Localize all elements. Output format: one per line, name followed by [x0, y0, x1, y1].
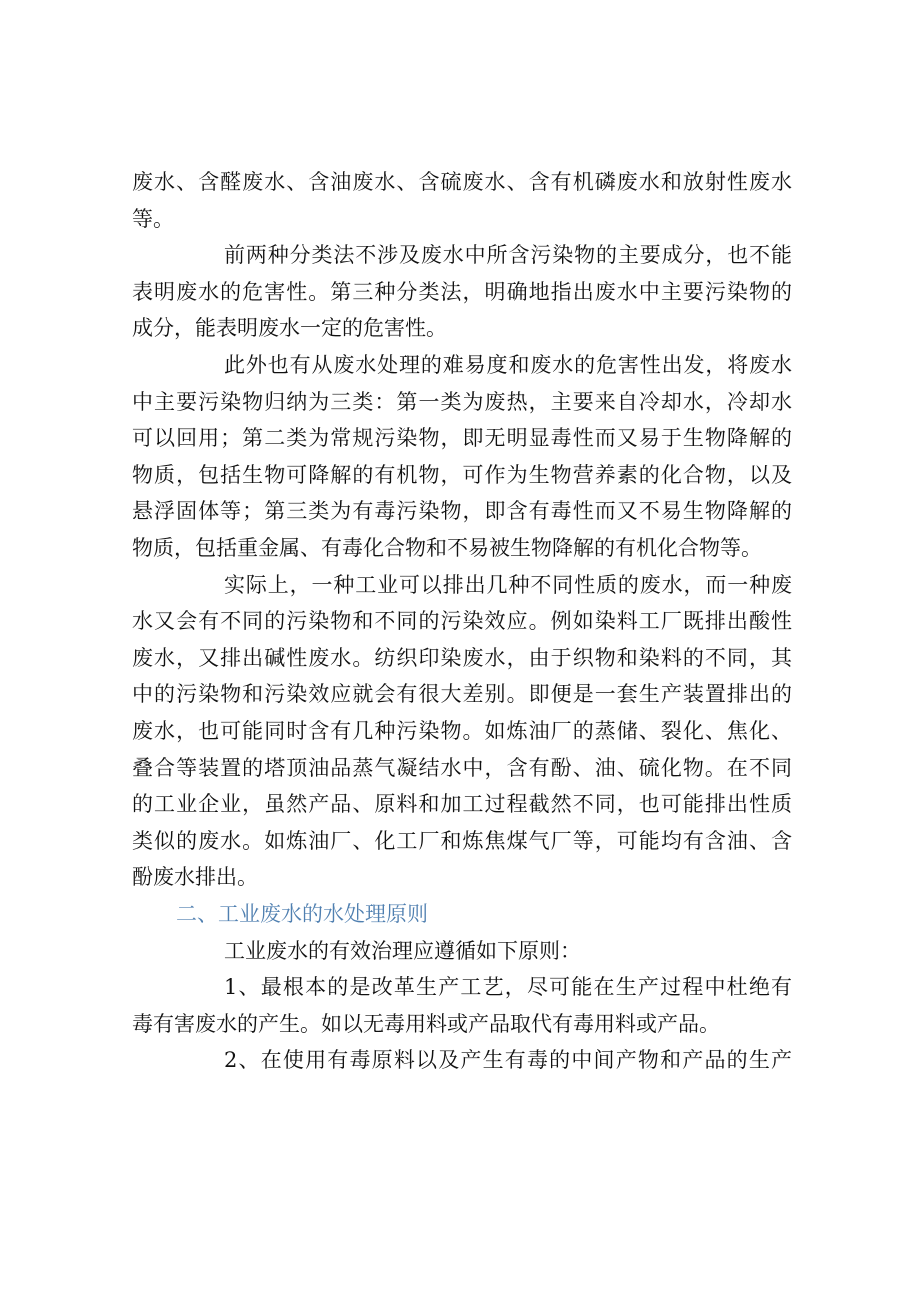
text-line: 毒有害废水的产生。如以无毒用料或产品取代有毒用料或产品。	[132, 1011, 720, 1036]
text-line: 此外也有从废水处理的难易度和废水的危害性出发，将废水	[224, 353, 792, 377]
text-line: 的工业企业，虽然产品、原料和加工过程截然不同，也可能排出性质	[132, 792, 792, 817]
text-line: 水又会有不同的污染物和不同的污染效应。例如染料工厂既排出酸性	[132, 609, 792, 634]
text-line: 废水、含醛废水、含油废水、含硫废水、含有机磷废水和放射性废水	[132, 170, 792, 194]
text-line: 1、最根本的是改革生产工艺，尽可能在生产过程中杜绝有	[224, 975, 792, 1000]
text-line: 工业废水的有效治理应遵循如下原则：	[224, 938, 581, 963]
text-line: 叠合等装置的塔顶油品蒸气凝结水中，含有酚、油、硫化物。在不同	[132, 755, 792, 780]
text-line: 成分，能表明废水一定的危害性。	[132, 316, 447, 341]
text-line: 物质，包括生物可降解的有机物，可作为生物营养素的化合物，以及	[132, 462, 792, 487]
text-line: 酚废水排出。	[132, 865, 258, 890]
text-line: 可以回用；第二类为常规污染物，即无明显毒性而又易于生物降解的	[132, 426, 792, 451]
text-line: 前两种分类法不涉及废水中所含污染物的主要成分，也不能	[224, 243, 792, 268]
text-line: 中的污染物和污染效应就会有很大差别。即便是一套生产装置排出的	[132, 682, 792, 707]
text-line: 实际上，一种工业可以排出几种不同性质的废水，而一种废	[224, 572, 792, 597]
text-line: 物质，包括重金属、有毒化合物和不易被生物降解的有机化合物等。	[132, 536, 762, 560]
text-line: 类似的废水。如炼油厂、化工厂和炼焦煤气厂等，可能均有含油、含	[132, 828, 792, 853]
text-line: 废水，也可能同时含有几种污染物。如炼油厂的蒸储、裂化、焦化、	[132, 719, 792, 743]
text-line: 悬浮固体等；第三类为有毒污染物，即含有毒性而又不易生物降解的	[132, 499, 792, 524]
text-line: 中主要污染物归纳为三类：第一类为废热，主要来自冷却水，冷却水	[132, 389, 792, 414]
text-line: 废水，又排出碱性废水。纺织印染废水，由于织物和染料的不同，其	[132, 645, 792, 670]
text-line: 等。	[132, 206, 174, 231]
section-heading: 二、工业废水的水处理原则	[176, 902, 428, 926]
text-line: 表明废水的危害性。第三种分类法，明确地指出废水中主要污染物的	[132, 279, 792, 304]
text-line: 2、在使用有毒原料以及产生有毒的中间产物和产品的生产	[224, 1048, 792, 1073]
